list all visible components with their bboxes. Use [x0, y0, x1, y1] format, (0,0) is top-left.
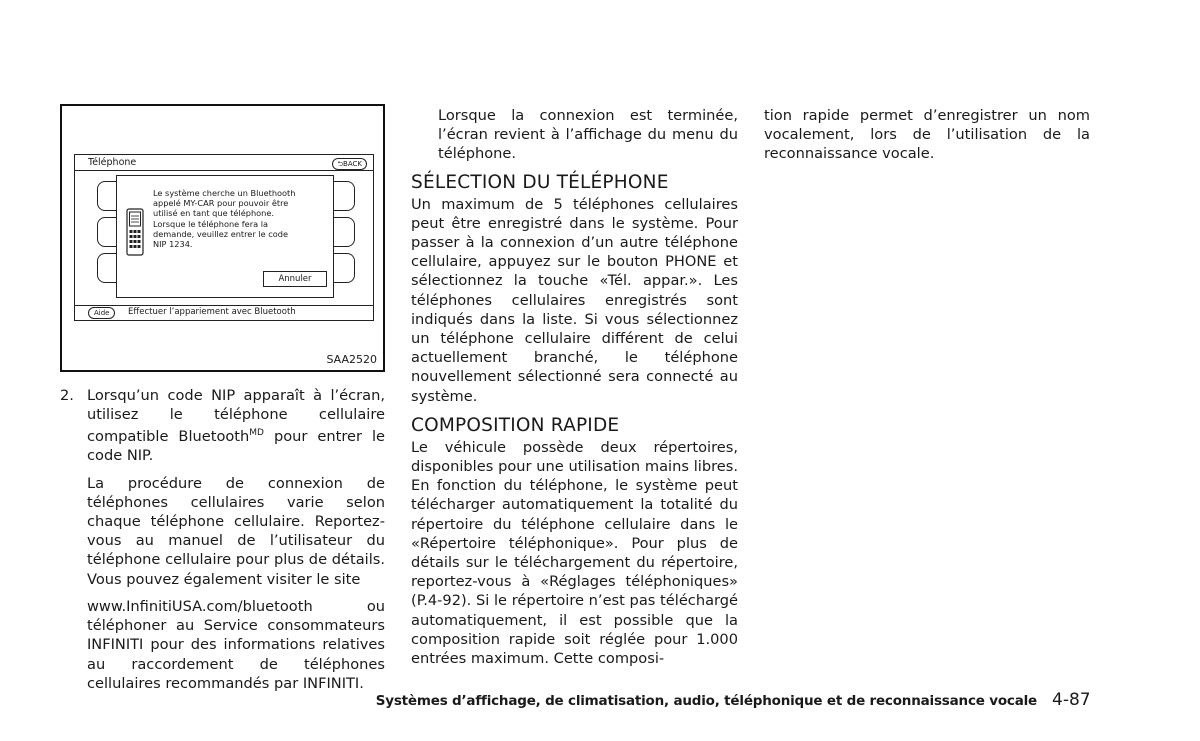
- middle-column: [411, 106, 738, 668]
- right-column: [764, 106, 1090, 164]
- phone-icon: [126, 208, 144, 256]
- help-button: Aide: [88, 307, 115, 319]
- help-bar: [75, 305, 373, 320]
- title-divider: [75, 170, 373, 171]
- step-text-b: pour entrer le code NIP.: [87, 428, 386, 465]
- help-text: Effectuer l’appariement avec Bluetooth: [128, 307, 296, 317]
- dialog-message: Le système cherche un Bluethooth appelé MY-CAR pour pouvoir être utilisé en tant que téléphone. Lorsque le téléphone fera la demande, veuillez entrer le code NIP 1234.: [153, 188, 296, 250]
- cancel-button: Annuler: [263, 271, 327, 287]
- back-label: BACK: [343, 160, 362, 168]
- paragraph-intro: Lorsque la connexion est terminée, l’écran revient à l’affichage du menu du téléphone.: [438, 107, 738, 163]
- left-column: [60, 386, 385, 693]
- paragraph-composition: Le véhicule possède deux répertoires, disponibles pour une utilisation mains libres. En fonction du téléphone, le système peut télécharger automatiquement la totalité du répertoire du téléphone cellulaire dans le «Répertoire téléphonique». Pour plus de détails sur le téléchargement du répertoire, reportez-vous à «Réglages téléphoniques» (P.4-92). Si le répertoire n’est pas téléchargé automatiquement, il est possible que la composition rapide soit réglée pour 1.000 entrées maximum. Cette composi-: [411, 438, 738, 668]
- heading-composition: COMPOSITION RAPIDE: [411, 414, 620, 436]
- step-text: [87, 386, 385, 466]
- step-text-a: Lorsqu’un code NIP apparaît à l’écran, utilisez le téléphone cellulaire compatible Bluetooth: [87, 387, 385, 446]
- heading-selection: SÉLECTION DU TÉLÉPHONE: [411, 171, 669, 193]
- back-button: ⮌BACK: [332, 158, 367, 170]
- pairing-dialog: [116, 175, 334, 298]
- screen-display: [74, 154, 374, 321]
- paragraph-selection: Un maximum de 5 téléphones cellulaires peut être enregistré dans le système. Pour passer à la connexion d’un autre téléphone cellulaire, appuyez sur le bouton PHONE et sélectionnez la touche «Tél. appar.». Les téléphones cellulaires enregistrés sont indiqués dans la liste. Si vous sélectionnez un téléphone cellulaire différent de celui actuellement branché, le téléphone nouvellement sélectionné sera connecté au système.: [411, 195, 738, 405]
- paragraph-website: www.InfinitiUSA.com/bluetooth ou téléphoner au Service consommateurs INFINITI pour des informations relatives au raccordement de téléphones cellulaires recommandés par INFINITI.: [87, 597, 385, 692]
- paragraph-continued: tion rapide permet d’enregistrer un nom vocalement, lors de l’utilisation de la reconnaissance vocale.: [764, 107, 1090, 163]
- step-number: 2.: [60, 387, 74, 404]
- figure-frame: [60, 104, 385, 372]
- page-number: 4-87: [1052, 690, 1091, 710]
- paragraph-procedure: La procédure de connexion de téléphones cellulaires varie selon chaque téléphone cellulaire. Reportez-vous au manuel de l’utilisateur du téléphone cellulaire pour plus de détails. Vous pouvez également visiter le site: [87, 474, 385, 588]
- step-sup: MD: [249, 428, 264, 439]
- screen-title: Téléphone: [88, 157, 137, 168]
- footer-section-title: Systèmes d’affichage, de climatisation, audio, téléphonique et de reconnaissance vocale: [375, 693, 1037, 709]
- figure-id: SAA2520: [326, 353, 377, 366]
